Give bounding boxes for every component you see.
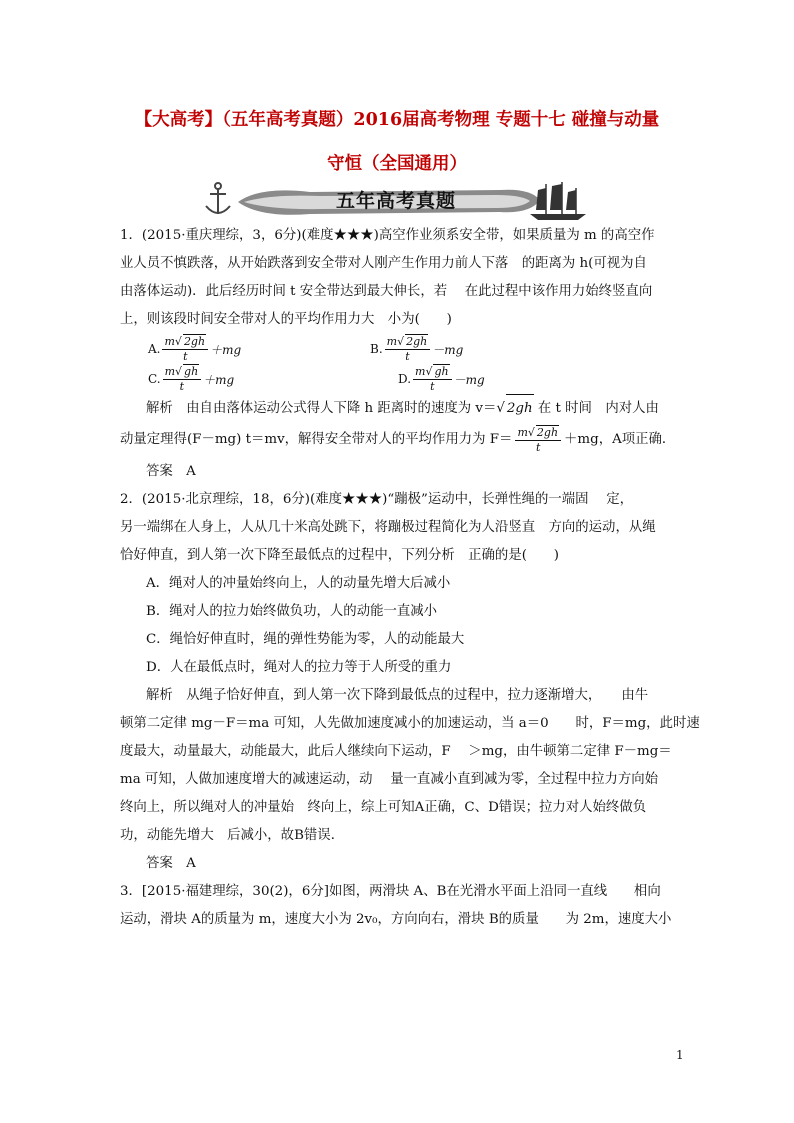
fraction: $\frac{m√ gh}{t}$ xyxy=(163,364,202,394)
q1-option-b: B. $\frac{m√ 2gh}{t}$ －mg xyxy=(370,335,464,363)
q1-option-c: C. $\frac{m√ gh}{t}$ ＋mg xyxy=(148,365,235,393)
q1-line-1: 1．(2015·重庆理综，3，6分)(难度★★★)高空作业须系安全带，如果质量为 m 的高空作 xyxy=(120,228,655,243)
q1-option-d: D. $\frac{m√ gh}{t}$ －mg xyxy=(398,365,485,393)
q2-analysis-line-4: ma 可知，人做加速度增大的减速运动，动 量一直减小直到减为零，全过程中拉力方向始 xyxy=(120,772,659,787)
fraction: $\frac{m√ 2gh}{t}$ xyxy=(385,334,431,364)
q1-line-3: 由落体运动)．此后经历时间 t 安全带达到最大伸长，若 在此过程中该作用力始终竖直向 xyxy=(120,284,653,299)
q1-option-a: A. $\frac{m√ 2gh}{t}$ ＋mg xyxy=(148,335,242,363)
title-line-2: 守恒（全国通用） xyxy=(327,154,467,174)
option-label: D. xyxy=(398,372,412,386)
title-line-1: 【大高考】（五年高考真题）2016届高考物理 专题十七 碰撞与动量 xyxy=(134,110,660,130)
anchor-icon xyxy=(206,183,230,214)
q2-analysis-line-2: 顿第二定律 mg－F＝ma 可知，人先做加速度减小的加速运动，当 a＝0 时，F＝mg，此时速 xyxy=(120,716,700,731)
fraction: $\frac{m√ gh}{t}$ xyxy=(413,364,452,394)
document-body xyxy=(120,222,700,934)
q2-option-c: C．绳恰好伸直时，绳的弹性势能为零，人的动能最大 xyxy=(146,632,465,647)
option-label: A. xyxy=(148,342,161,356)
q2-line-3: 恰好伸直，到人第一次下降至最低点的过程中，下列分析 正确的是( ) xyxy=(120,548,559,563)
q1-options-row-2 xyxy=(120,364,680,394)
q2-line-1: 2．(2015·北京理综，18，6分)(难度★★★)“蹦极”运动中，长弹性绳的一端固 定， xyxy=(120,492,633,507)
q1-analysis-line-2: 动量定理得(F－mg) t＝mv，解得安全带对人的平均作用力为 F＝ $\frac{m√ 2gh}{t}$ ＋mg，A项正确． xyxy=(120,425,676,454)
q1-options-row-1 xyxy=(120,334,680,364)
q2-answer: 答案 A xyxy=(146,856,196,871)
q2-line-2: 另一端绑在人身上，人从几十米高处跳下，将蹦极过程简化为人沿竖直 方向的运动，从绳 xyxy=(120,520,656,535)
option-label: B. xyxy=(370,342,383,356)
q1-answer: 答案 A xyxy=(146,464,196,479)
q1-line-4: 上，则该段时间安全带对人的平均作用力大 小为( ) xyxy=(120,312,452,327)
banner-label: 五年高考真题 xyxy=(335,190,456,212)
q2-analysis-line-5: 终向上，所以绳对人的冲量始 终向上，综上可知A正确，C、D错误；拉力对人始终做负 xyxy=(120,800,647,815)
q2-option-b: B．绳对人的拉力始终做负功，人的动能一直减小 xyxy=(146,604,438,619)
q2-analysis-line-6: 功，动能先增大 后减小，故B错误． xyxy=(120,828,345,843)
page-title xyxy=(100,98,694,186)
page-number: 1 xyxy=(676,1048,684,1062)
fraction: $\frac{m√ 2gh}{t}$ xyxy=(162,334,208,364)
q2-option-d: D．人在最低点时，绳对人的拉力等于人所受的重力 xyxy=(146,660,452,675)
q2-option-a: A．绳对人的冲量始终向上，人的动量先增大后减小 xyxy=(146,576,451,591)
q3-line-2: 运动，滑块 A的质量为 m，速度大小为 2v₀，方向向右，滑块 B的质量 为 2m，速度大小 xyxy=(120,912,672,927)
fraction: $\frac{m√ 2gh}{t}$ xyxy=(515,425,561,455)
q2-analysis-line-3: 度最大，动量最大，动能最大，此后人继续向下运动，F ＞mg，由牛顿第二定律 F－mg＝ xyxy=(120,744,672,759)
q1-analysis-line-1: 解析 由自由落体运动公式得人下降 h 距离时的速度为 v＝√ 2gh 在 t 时间 内对人由 xyxy=(120,394,680,422)
option-label: C. xyxy=(148,372,161,386)
q1-line-2: 业人员不慎跌落，从开始跌落到安全带对人刚产生作用力前人下落 的距离为 h(可视为自 xyxy=(120,256,647,271)
q2-analysis-line-1: 解析 从绳子恰好伸直，到人第一次下降到最低点的过程中，拉力逐渐增大， 由牛 xyxy=(146,688,649,703)
q3-line-1: 3．[2015·福建理综，30(2)，6分]如图，两滑块 A、B在光滑水平面上沿同一直线 相向 xyxy=(120,884,661,899)
